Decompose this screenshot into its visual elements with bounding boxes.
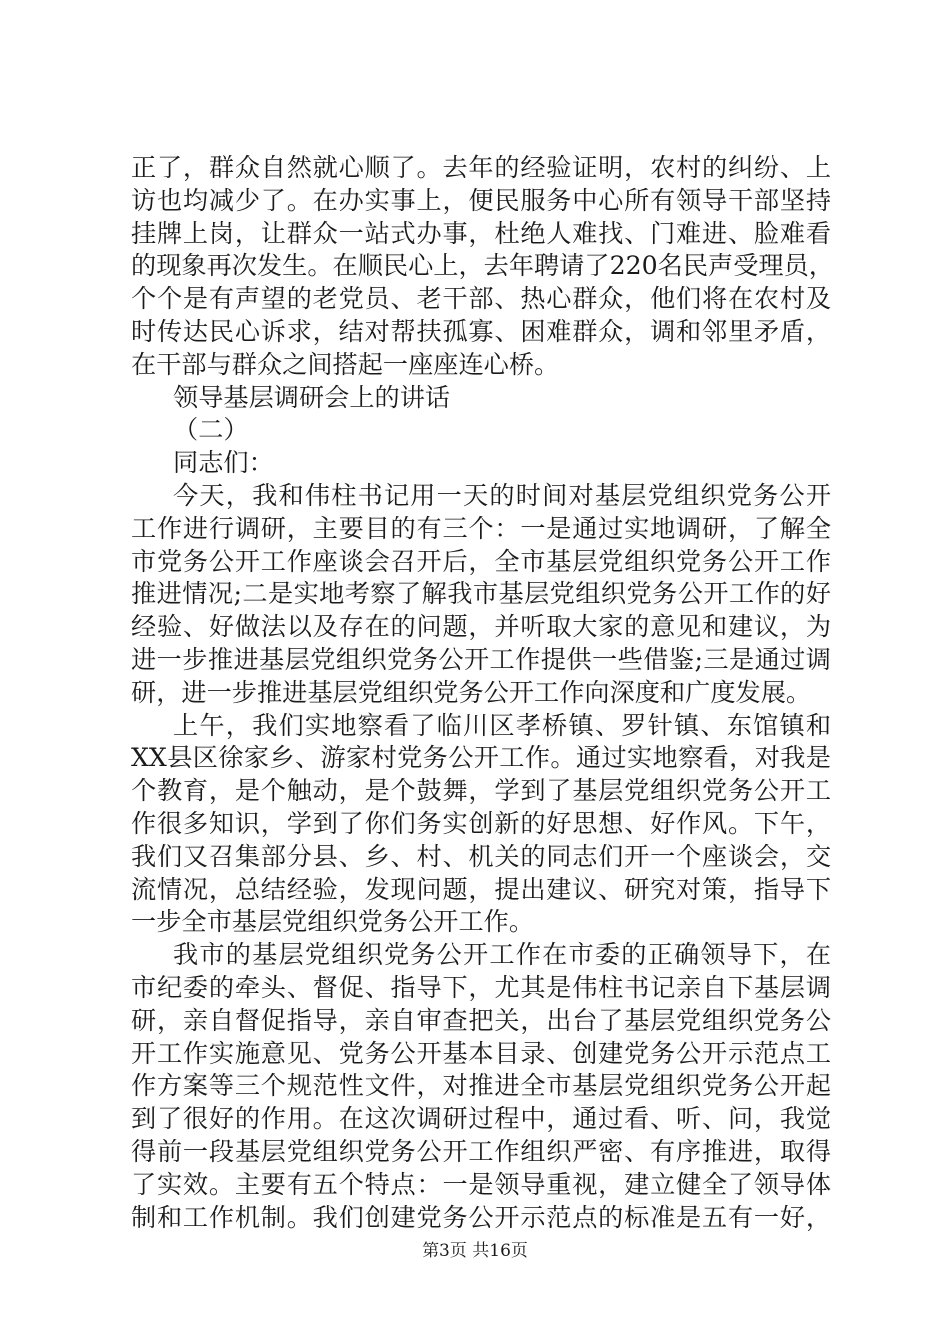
text-line: 的现象再次发生。在顺民心上，去年聘请了220名民声受理员， bbox=[131, 251, 834, 281]
text-line: 我市的基层党组织党务公开工作在市委的正确领导下，在 bbox=[173, 940, 831, 970]
text-line: 进一步推进基层党组织党务公开工作提供一些借鉴;三是通过调 bbox=[131, 644, 831, 674]
text-line: 研，亲自督促指导，亲自审查把关，出台了基层党组织党务公 bbox=[131, 1005, 831, 1035]
text-line: 市党务公开工作座谈会召开后，全市基层党组织党务公开工作 bbox=[131, 546, 831, 576]
page-footer: 第3页 共16页 bbox=[422, 1241, 528, 1261]
text-line: 工作进行调研，主要目的有三个：一是通过实地调研，了解全 bbox=[131, 513, 831, 543]
text-line: 一步全市基层党组织党务公开工作。 bbox=[131, 907, 534, 937]
text-line: 正了，群众自然就心顺了。去年的经验证明，农村的纠纷、上 bbox=[131, 153, 831, 182]
text-line: 在干部与群众之间搭起一座座连心桥。 bbox=[131, 349, 560, 379]
text-line: XX县区徐家乡、游家村党务公开工作。通过实地察看，对我是 bbox=[131, 743, 831, 773]
text-line: 得前一段基层党组织党务公开工作组织严密、有序推进，取得 bbox=[131, 1136, 831, 1166]
text-line: 作方案等三个规范性文件，对推进全市基层党组织党务公开起 bbox=[131, 1071, 831, 1101]
text-line: 作很多知识，学到了你们务实创新的好思想、好作风。下午， bbox=[131, 808, 831, 838]
text-line: 上午，我们实地察看了临川区孝桥镇、罗针镇、东馆镇和 bbox=[173, 710, 831, 740]
text-line: 开工作实施意见、党务公开基本目录、创建党务公开示范点工 bbox=[131, 1038, 831, 1068]
text-line: 时传达民心诉求，结对帮扶孤寡、困难群众，调和邻里矛盾， bbox=[131, 316, 831, 346]
text-line: 研，进一步推进基层党组织党务公开工作向深度和广度发展。 bbox=[131, 677, 812, 707]
text-line: 流情况，总结经验，发现问题，提出建议、研究对策，指导下 bbox=[131, 874, 831, 904]
text-line: 了实效。主要有五个特点：一是领导重视，建立健全了领导体 bbox=[131, 1169, 831, 1199]
text-line: 挂牌上岗，让群众一站式办事，杜绝人难找、门难进、脸难看 bbox=[131, 218, 831, 248]
text-line: 到了很好的作用。在这次调研过程中，通过看、听、问，我觉 bbox=[131, 1104, 831, 1134]
text-line: 经验、好做法以及存在的问题，并听取大家的意见和建议，为 bbox=[131, 612, 831, 642]
text-line: 访也均减少了。在办实事上，便民服务中心所有领导干部坚持 bbox=[131, 185, 831, 215]
salutation: 同志们： bbox=[173, 448, 274, 478]
text-line: 今天，我和伟柱书记用一天的时间对基层党组织党务公开 bbox=[173, 480, 831, 510]
text-line: 市纪委的牵头、督促、指导下，尤其是伟柱书记亲自下基层调 bbox=[131, 972, 831, 1002]
text-line: 个教育，是个触动，是个鼓舞，学到了基层党组织党务公开工 bbox=[131, 776, 831, 806]
section-title: 领导基层调研会上的讲话 bbox=[173, 382, 451, 412]
text-line: 个个是有声望的老党员、老干部、热心群众，他们将在农村及 bbox=[131, 284, 831, 314]
text-line: 我们又召集部分县、乡、村、机关的同志们开一个座谈会，交 bbox=[131, 841, 831, 871]
document-body bbox=[131, 152, 834, 1234]
section-number: （二） bbox=[173, 415, 249, 445]
text-line: 推进情况;二是实地考察了解我市基层党组织党务公开工作的好 bbox=[131, 579, 831, 609]
text-line: 制和工作机制。我们创建党务公开示范点的标准是五有一好， bbox=[131, 1202, 831, 1232]
